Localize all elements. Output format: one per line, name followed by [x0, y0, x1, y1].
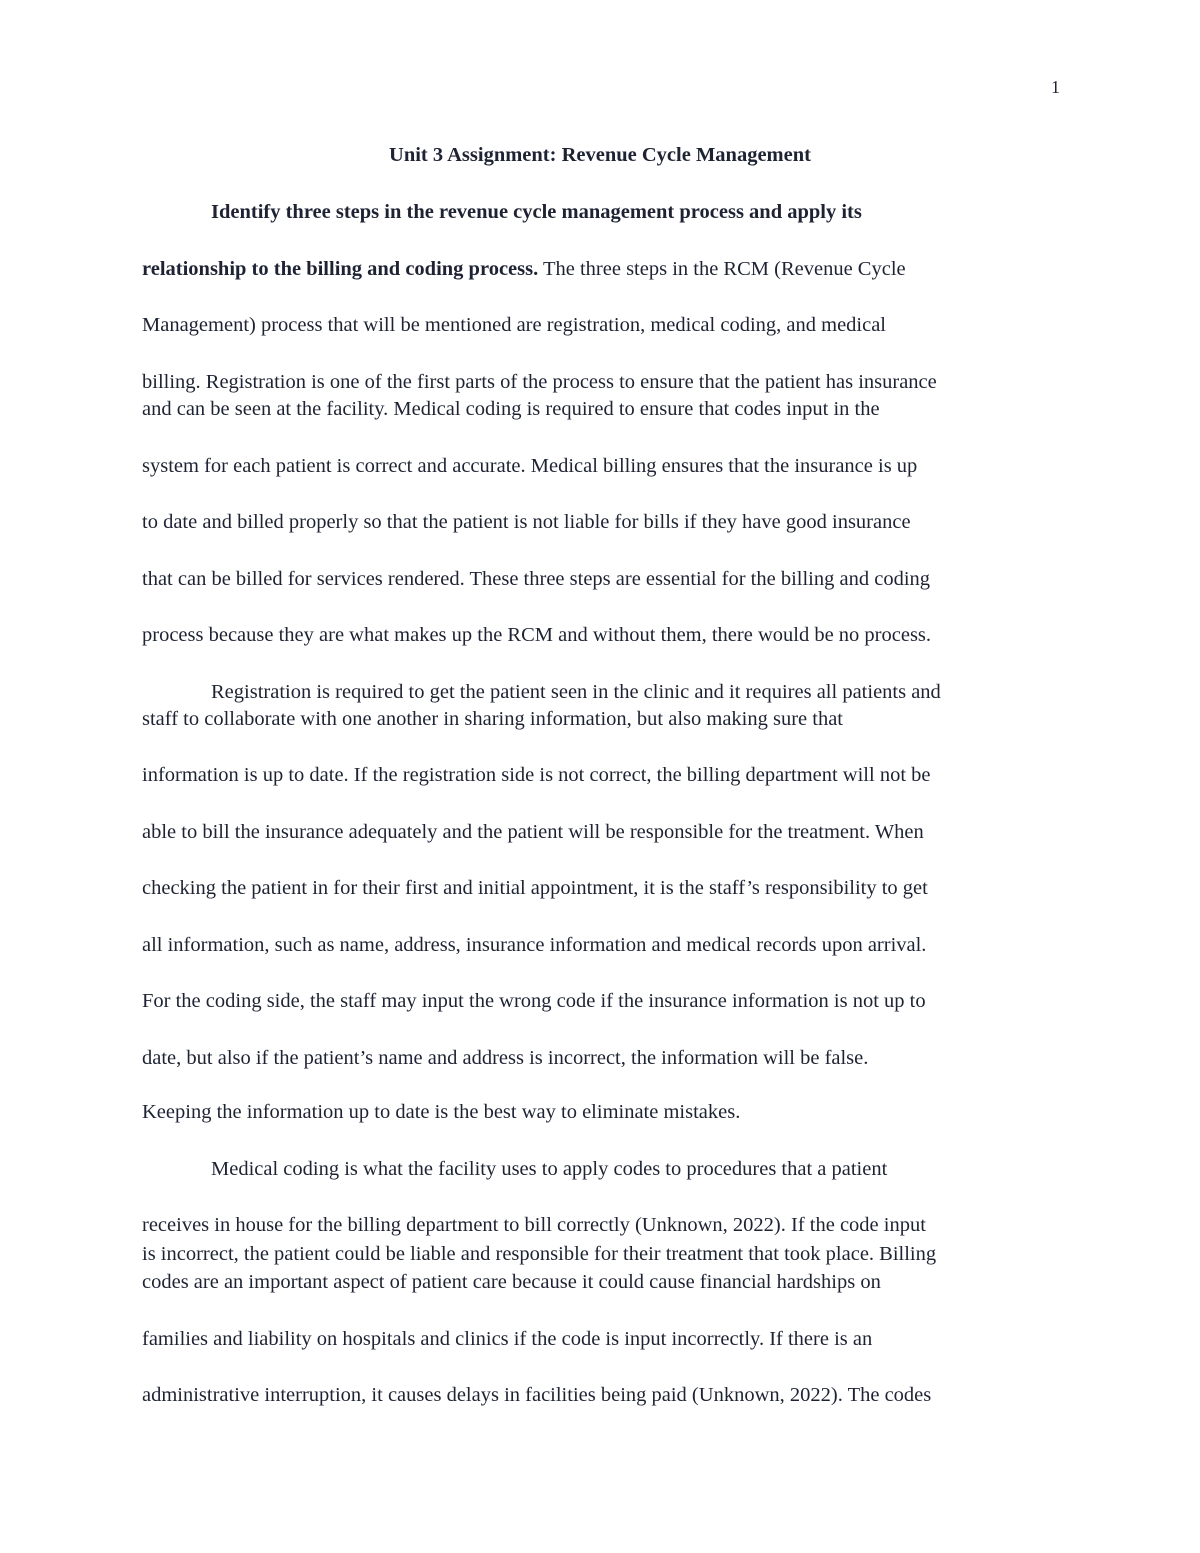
paragraph-text: The three steps in the RCM (Revenue Cycle — [538, 258, 906, 280]
paragraph-line — [142, 256, 906, 282]
paragraph-line: and can be seen at the facility. Medical coding is required to ensure that codes input in the — [142, 398, 880, 420]
paragraph-line: process because they are what makes up the RCM and without them, there would be no process. — [142, 624, 932, 646]
paragraph-line: billing. Registration is one of the first parts of the process to ensure that the patient has insurance — [142, 371, 937, 393]
paragraph-line: is incorrect, the patient could be liable and responsible for their treatment that took place. Billing — [142, 1243, 937, 1265]
section-heading-part-1: Identify three steps in the revenue cycle management process and apply its — [211, 201, 862, 223]
paragraph-line: staff to collaborate with one another in sharing information, but also making sure that — [142, 708, 844, 730]
section-heading-part-2: relationship to the billing and coding process. — [142, 258, 539, 280]
paragraph-line: administrative interruption, it causes delays in facilities being paid (Unknown, 2022). The codes — [142, 1384, 932, 1406]
paragraph-line: For the coding side, the staff may input the wrong code if the insurance information is not up to — [142, 990, 926, 1012]
page-number: 1 — [1051, 77, 1060, 97]
paragraph-line: Keeping the information up to date is the best way to eliminate mistakes. — [142, 1101, 741, 1123]
document-title: Unit 3 Assignment: Revenue Cycle Management — [389, 144, 811, 166]
paragraph-line: date, but also if the patient’s name and address is incorrect, the information will be false. — [142, 1047, 869, 1069]
paragraph-line: system for each patient is correct and accurate. Medical billing ensures that the insurance is up — [142, 455, 918, 477]
paragraph-line: receives in house for the billing department to bill correctly (Unknown, 2022). If the code input — [142, 1214, 926, 1236]
paragraph-line: information is up to date. If the registration side is not correct, the billing department will not be — [142, 764, 931, 786]
section-heading-line-1 — [211, 199, 862, 225]
paragraph-line: Medical coding is what the facility uses to apply codes to procedures that a patient — [211, 1158, 888, 1180]
paragraph-line: that can be billed for services rendered. These three steps are essential for the billing and coding — [142, 568, 931, 590]
paragraph-line: codes are an important aspect of patient care because it could cause financial hardships on — [142, 1271, 881, 1293]
paragraph-line: to date and billed properly so that the patient is not liable for bills if they have good insurance — [142, 511, 911, 533]
paragraph-line: Management) process that will be mentioned are registration, medical coding, and medical — [142, 314, 887, 336]
paragraph-line: families and liability on hospitals and clinics if the code is input incorrectly. If there is an — [142, 1328, 873, 1350]
paragraph-line: Registration is required to get the patient seen in the clinic and it requires all patients and — [211, 681, 941, 703]
paragraph-line: able to bill the insurance adequately and the patient will be responsible for the treatment. When — [142, 821, 924, 843]
paragraph-line: all information, such as name, address, insurance information and medical records upon arrival. — [142, 934, 927, 956]
paragraph-line: checking the patient in for their first and initial appointment, it is the staff’s responsibility to get — [142, 877, 928, 899]
